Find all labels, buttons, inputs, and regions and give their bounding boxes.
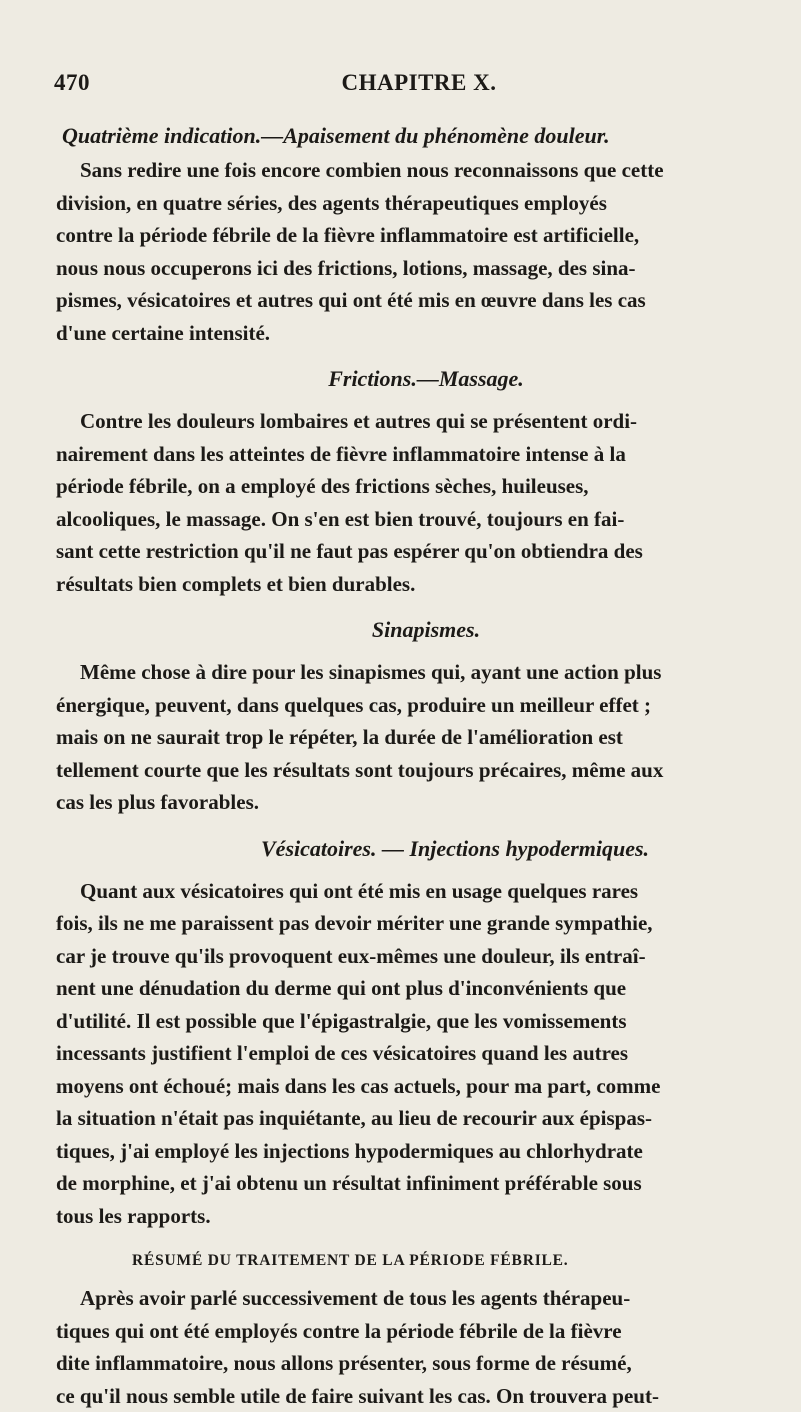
text-line: nent une dénudation du derme qui ont plus d'inconvénients que [56, 972, 796, 1005]
text-line: période fébrile, on a employé des frictions sèches, huileuses, [56, 470, 796, 503]
text-line: car je trouve qu'ils provoquent eux-mêmes une douleur, ils entraî- [56, 940, 796, 973]
text-line: tous les rapports. [56, 1200, 796, 1233]
text-line: tiques qui ont été employés contre la période fébrile de la fièvre [56, 1315, 796, 1348]
paragraph-intro [56, 154, 796, 349]
section-heading-vesicatoires: Vésicatoires. — Injections hypodermiques. [261, 833, 796, 865]
text-line: contre la période fébrile de la fièvre inflammatoire est artificielle, [56, 219, 796, 252]
text-line: fois, ils ne me paraissent pas devoir mériter une grande sympathie, [56, 907, 796, 940]
text-line: d'utilité. Il est possible que l'épigastralgie, que les vomissements [56, 1005, 796, 1038]
paragraph-vesicatoires [56, 875, 796, 1233]
text-line: tiques, j'ai employé les injections hypodermiques au chlorhydrate [56, 1135, 796, 1168]
text-line: mais on ne saurait trop le répéter, la durée de l'amélioration est [56, 721, 796, 754]
text-line: tellement courte que les résultats sont toujours précaires, même aux [56, 754, 796, 787]
body-text [56, 120, 796, 1412]
paragraph-sinapismes [56, 656, 796, 819]
text-line: résultats bien complets et bien durables. [56, 568, 796, 601]
text-line: division, en quatre séries, des agents thérapeutiques employés [56, 187, 796, 220]
text-line: Sans redire une fois encore combien nous reconnaissons que cette [56, 154, 796, 187]
text-line: nous nous occuperons ici des frictions, lotions, massage, des sina- [56, 252, 796, 285]
running-head [54, 70, 784, 104]
text-line: la situation n'était pas inquiétante, au lieu de recourir aux épispas- [56, 1102, 796, 1135]
text-line: moyens ont échoué; mais dans les cas actuels, pour ma part, comme [56, 1070, 796, 1103]
text-line: d'une certaine intensité. [56, 317, 796, 350]
text-line: dite inflammatoire, nous allons présenter, sous forme de résumé, [56, 1347, 796, 1380]
text-line: incessants justifient l'emploi de ces vésicatoires quand les autres [56, 1037, 796, 1070]
text-line: Contre les douleurs lombaires et autres qui se présentent ordi- [56, 405, 796, 438]
section-heading-resume: RÉSUMÉ DU TRAITEMENT DE LA PÉRIODE FÉBRILE. [132, 1246, 796, 1276]
section-heading-frictions: Frictions.—Massage. [56, 363, 796, 395]
text-line: sant cette restriction qu'il ne faut pas espérer qu'on obtiendra des [56, 535, 796, 568]
chapter-title: CHAPITRE X. [54, 70, 784, 96]
section-heading-sinapismes: Sinapismes. [56, 614, 796, 646]
text-line: Quant aux vésicatoires qui ont été mis en usage quelques rares [56, 875, 796, 908]
text-line: de morphine, et j'ai obtenu un résultat infiniment préférable sous [56, 1167, 796, 1200]
section-heading-fourth-indication: Quatrième indication.—Apaisement du phénomène douleur. [62, 120, 796, 152]
paragraph-resume [56, 1282, 796, 1412]
page-number: 470 [54, 70, 90, 96]
text-line: cas les plus favorables. [56, 786, 796, 819]
text-line: Après avoir parlé successivement de tous les agents thérapeu- [56, 1282, 796, 1315]
text-line: ce qu'il nous semble utile de faire suivant les cas. On trouvera peut- [56, 1380, 796, 1412]
text-line: pismes, vésicatoires et autres qui ont été mis en œuvre dans les cas [56, 284, 796, 317]
paragraph-frictions [56, 405, 796, 600]
text-line: alcooliques, le massage. On s'en est bien trouvé, toujours en fai- [56, 503, 796, 536]
text-line: Même chose à dire pour les sinapismes qui, ayant une action plus [56, 656, 796, 689]
text-line: énergique, peuvent, dans quelques cas, produire un meilleur effet ; [56, 689, 796, 722]
text-line: nairement dans les atteintes de fièvre inflammatoire intense à la [56, 438, 796, 471]
